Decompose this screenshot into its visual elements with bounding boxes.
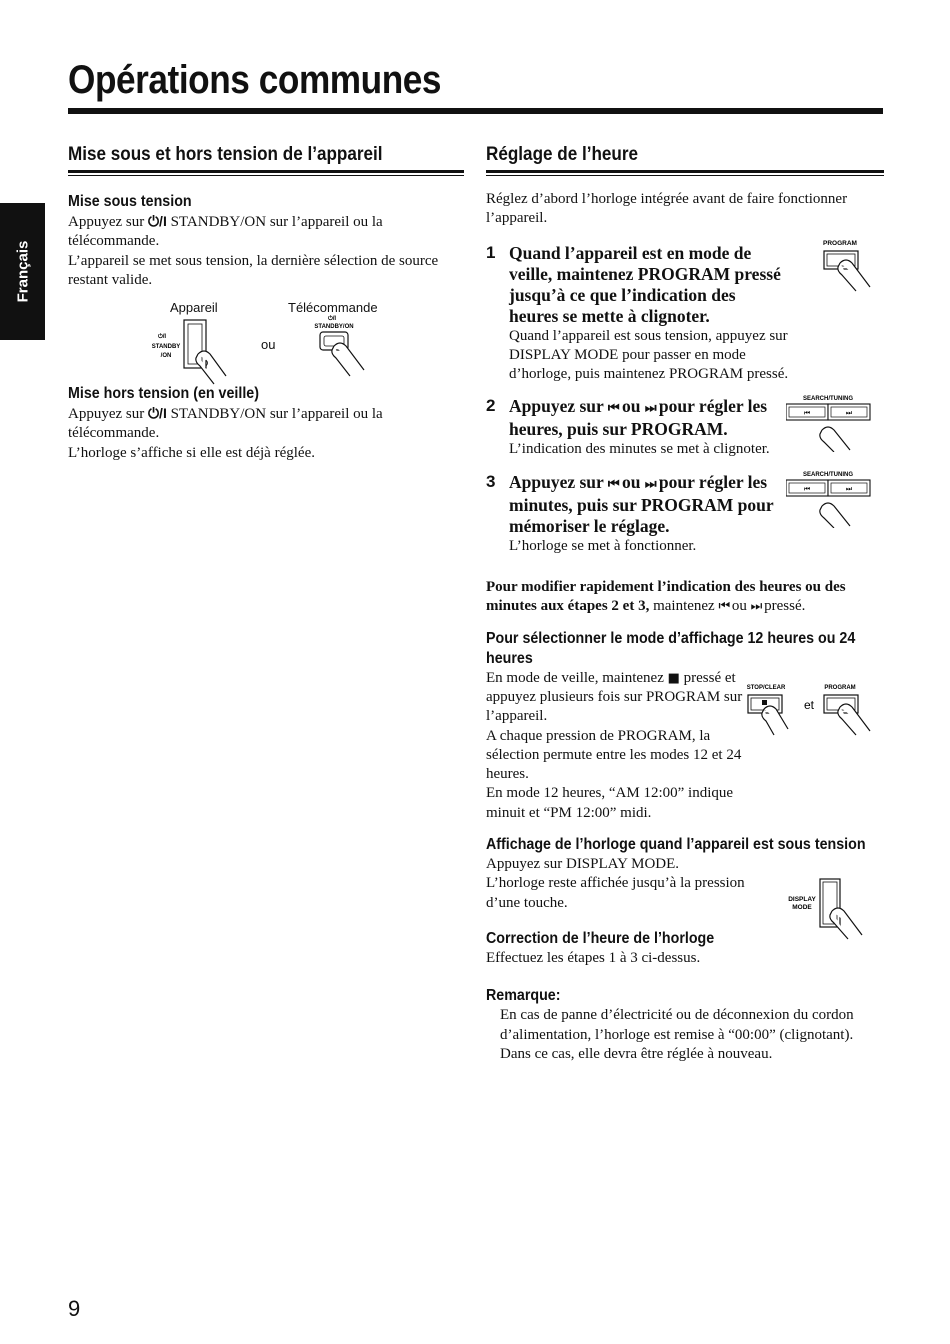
power-on-figure — [68, 290, 464, 374]
mode-12-24-block — [486, 629, 884, 823]
correction-heading: Correction de l’heure de l’horloge — [486, 929, 715, 947]
previous-icon: ⏮ — [607, 476, 618, 492]
unit-standby-button-illustration — [148, 316, 258, 386]
stop-icon: ■ — [667, 670, 680, 686]
mode-12-24-text-1 — [486, 669, 746, 727]
unit-standby-label: STANDBY — [151, 344, 181, 351]
step-number: 2 — [486, 396, 496, 416]
text: STANDBY/ON sur l’appareil ou la télécommande. — [68, 214, 383, 250]
text: Appuyez sur — [509, 396, 608, 417]
text: Appuyez sur — [68, 214, 148, 230]
language-tab-label: Français — [14, 240, 32, 303]
next-icon: ⏭ — [750, 599, 761, 615]
text: En mode de veille, maintenez — [486, 669, 668, 686]
text: STANDBY/ON sur l’appareil ou la télécommande. — [68, 406, 383, 442]
clock-on-text-2: L’horloge reste affichée jusqu’à la pression d’une touche. — [486, 875, 745, 911]
power-on-text-2: L’appareil se met sous tension, la dernière sélection de source restant valide. — [68, 252, 439, 288]
step-3-body: L’horloge se met à fonctionner. — [509, 537, 697, 554]
step-3 — [486, 472, 884, 556]
text: Appuyez sur — [68, 406, 148, 423]
step-2-heading — [509, 396, 781, 440]
power-icon: ⏻/I — [147, 213, 167, 229]
step-1-body: Quand l’appareil est sous tension, appuyez sur DISPLAY MODE pour passer en mode d’horloge, puis maintenez PROGRAM pressé. — [509, 327, 789, 383]
power-off-text-1 — [68, 404, 464, 444]
language-tab — [0, 203, 45, 340]
clock-section-title: Réglage de l’heure — [486, 144, 639, 165]
step-1 — [486, 239, 884, 385]
figure-label-remote: Télécommande — [288, 300, 378, 316]
remote-standby-button-illustration — [308, 310, 388, 380]
text: pressé. — [760, 598, 806, 615]
clock-section — [486, 144, 884, 1064]
note-text: En cas de panne d’électricité ou de déconnexion du cordon d’alimentation, l’horloge est remise à “00:00” (clignotant). Dans ce cas, elle devra être réglée à nouveau. — [500, 1007, 854, 1062]
text: pressé et appuyez plusieurs fois sur PROGRAM sur l’appareil. — [486, 669, 743, 725]
page-number: 9 — [68, 1296, 81, 1321]
mode-12-24-text-3: En mode 12 heures, “AM 12:00” indique minuit et “PM 12:00” midi. — [486, 785, 734, 821]
mode-12-24-text-2: A chaque pression de PROGRAM, la sélection permute entre les modes 12 et 24 heures. — [486, 727, 742, 783]
remote-standby-label: ⏻/I — [327, 316, 337, 323]
stop-clear-label: STOP/CLEAR — [746, 684, 786, 691]
text: ou — [617, 396, 645, 417]
program-label: PROGRAM — [824, 684, 856, 691]
clock-on-block — [486, 835, 884, 913]
next-icon: ⏭ — [845, 409, 853, 418]
section-rule — [486, 170, 884, 176]
quick-tip — [486, 578, 884, 617]
power-off-heading: Mise hors tension (en veille) — [68, 385, 259, 403]
step-2 — [486, 396, 884, 459]
previous-icon: ⏮ — [803, 409, 811, 418]
mode-12-24-text — [486, 669, 746, 823]
note-heading: Remarque: — [486, 987, 561, 1005]
clock-on-text-1: Appuyez sur DISPLAY MODE. — [486, 856, 680, 873]
search-tuning-label: SEARCH/TUNING — [802, 471, 854, 478]
display-mode-label: MODE — [792, 904, 812, 912]
quick-tip-bold: Pour modifier rapidement l’indication des heures ou des minutes aux étapes 2 et 3, — [486, 579, 846, 615]
text: ou — [617, 471, 645, 492]
power-section — [68, 144, 464, 463]
search-tuning-label: SEARCH/TUNING — [802, 396, 854, 403]
step-3-heading — [509, 472, 781, 537]
clock-on-heading: Affichage de l’horloge quand l’appareil est sous tension — [486, 836, 866, 854]
power-on-heading: Mise sous tension — [68, 193, 192, 210]
previous-icon: ⏮ — [803, 484, 811, 493]
text: pour régler les minutes, puis sur PROGRAM pour mémoriser le réglage. — [509, 471, 774, 536]
correction-block — [486, 929, 884, 968]
previous-icon: ⏮ — [607, 401, 618, 417]
figure-label-unit: Appareil — [170, 300, 218, 316]
figure-or: ou — [261, 337, 276, 353]
search-tuning-buttons-illustration — [786, 392, 876, 452]
title-rule — [68, 108, 883, 114]
search-tuning-buttons-illustration — [786, 468, 876, 528]
section-rule — [68, 170, 464, 176]
power-on-block — [68, 192, 464, 374]
mode-12-24-heading: Pour sélectionner le mode d’affichage 12 heures ou 24 heures — [486, 629, 856, 667]
next-icon: ⏭ — [845, 484, 853, 493]
correction-text: Effectuez les étapes 1 à 3 ci-dessus. — [486, 949, 701, 966]
text: Appuyez sur — [509, 471, 608, 492]
text: maintenez — [649, 598, 719, 615]
program-button-illustration — [818, 237, 888, 297]
clock-intro: Réglez d’abord l’horloge intégrée avant de faire fonctionner l’appareil. — [486, 191, 848, 227]
next-icon: ⏭ — [644, 476, 655, 492]
stop-and-program-illustration — [744, 681, 894, 741]
step-1-heading: Quand l’appareil est en mode de veille, maintenez PROGRAM pressé jusqu’à ce que l’indication des heures se mette à clignoter. — [509, 242, 781, 326]
step-number: 1 — [486, 242, 496, 262]
and-label: et — [804, 697, 815, 712]
step-number: 3 — [486, 471, 496, 491]
previous-icon: ⏮ — [718, 599, 729, 615]
text: pour régler les heures, puis sur PROGRAM. — [509, 396, 768, 440]
power-section-title: Mise sous et hors tension de l’appareil — [68, 144, 383, 165]
display-mode-label: DISPLAY — [788, 896, 816, 904]
unit-standby-label: ⏻/I — [157, 334, 167, 341]
note-block — [486, 986, 884, 1064]
program-button-label: PROGRAM — [823, 239, 857, 247]
power-off-text-2: L’horloge s’affiche si elle est déjà réglée. — [68, 444, 315, 461]
power-icon: ⏻/I — [147, 405, 167, 422]
text: ou — [728, 598, 751, 615]
power-off-block — [68, 384, 464, 463]
step-2-body: L’indication des minutes se met à clignoter. — [509, 441, 770, 458]
next-icon: ⏭ — [644, 401, 655, 417]
unit-standby-label: /ON — [160, 353, 172, 360]
page-title: Opérations communes — [68, 58, 442, 102]
remote-standby-label: STANDBY/ON — [314, 324, 354, 331]
power-on-text-1 — [68, 212, 464, 252]
